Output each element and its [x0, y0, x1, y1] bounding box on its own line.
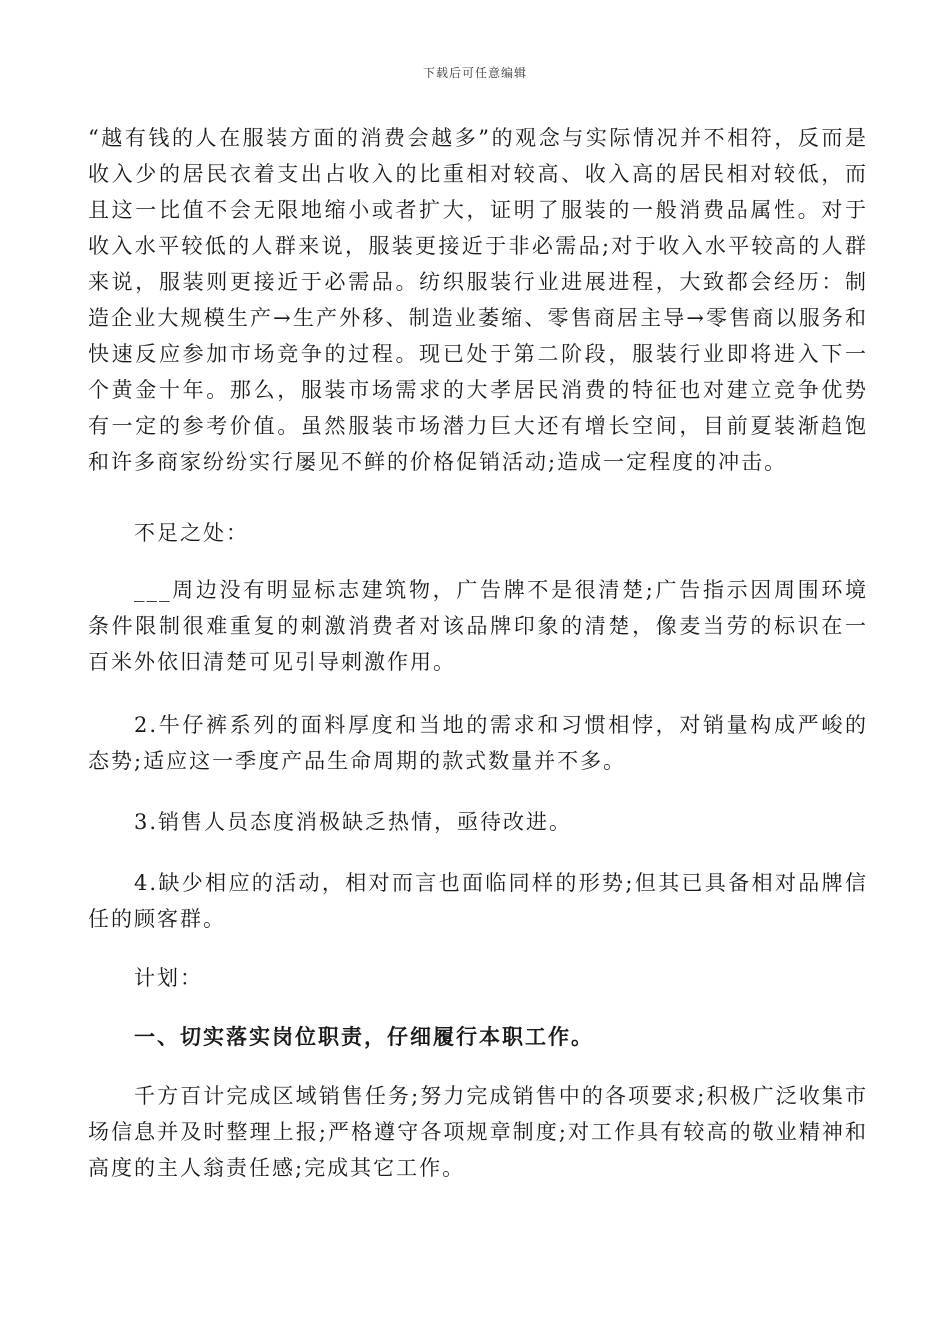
page-header: 下载后可任意编辑: [422, 66, 527, 80]
list-item-3: 3.销售人员态度消极缺乏热情，亟待改进。: [134, 810, 573, 834]
list-item-4: 4.缺少相应的活动，相对而言也面临同样的形势;但其已具备相对品牌信任的顾客群。: [88, 871, 868, 931]
plan-heading-1: 一、切实落实岗位职责，仔细履行本职工作。: [134, 1024, 594, 1049]
section-label-plan: 计划：: [134, 966, 203, 990]
list-item-2: 2.牛仔裤系列的面料厚度和当地的需求和习惯相悖，对销量构成严峻的态势;适应这一季度产品生命周期的款式数量并不多。: [88, 713, 868, 773]
list-item-1: ___周边没有明显标志建筑物，广告牌不是很清楚;广告指示因周围环境条件限制很难重复的刺激消费者对该品牌印象的清楚，像麦当劳的标识在一百米外依旧清楚可见引导刺激作用。: [88, 578, 868, 674]
plan-paragraph-1: 千方百计完成区域销售任务;努力完成销售中的各项要求;积极广泛收集市场信息并及时整理上报;严格遵守各项规章制度;对工作具有较高的敬业精神和高度的主人翁责任感;完成其它工作。: [88, 1084, 868, 1180]
paragraph-intro: “越有钱的人在服装方面的消费会越多”的观念与实际情况并不相符，反而是收入少的居民衣着支出占收入的比重相对较高、收入高的居民相对较低，而且这一比值不会无限地缩小或者扩大，证明了服装的一般消费品属性。对于收入水平较低的人群来说，服装更接近于非必需品;对于收入水平较高的人群来说，服装则更接近于必需品。纺织服装行业进展进程，大致都会经历：制造企业大规模生产→生产外移、制造业萎缩、零售商居主导→零售商以服务和快速反应参加市场竞争的过程。现已处于第二阶段，服装行业即将进入下一个黄金十年。那么，服装市场需求的大孝居民消费的特征也对建立竞争优势有一定的参考价值。虽然服装市场潜力巨大还有增长空间，目前夏装渐趋饱和许多商家纷纷实行屡见不鲜的价格促销活动;造成一定程度的冲击。: [88, 126, 868, 474]
section-label-shortcomings: 不足之处：: [134, 521, 249, 545]
